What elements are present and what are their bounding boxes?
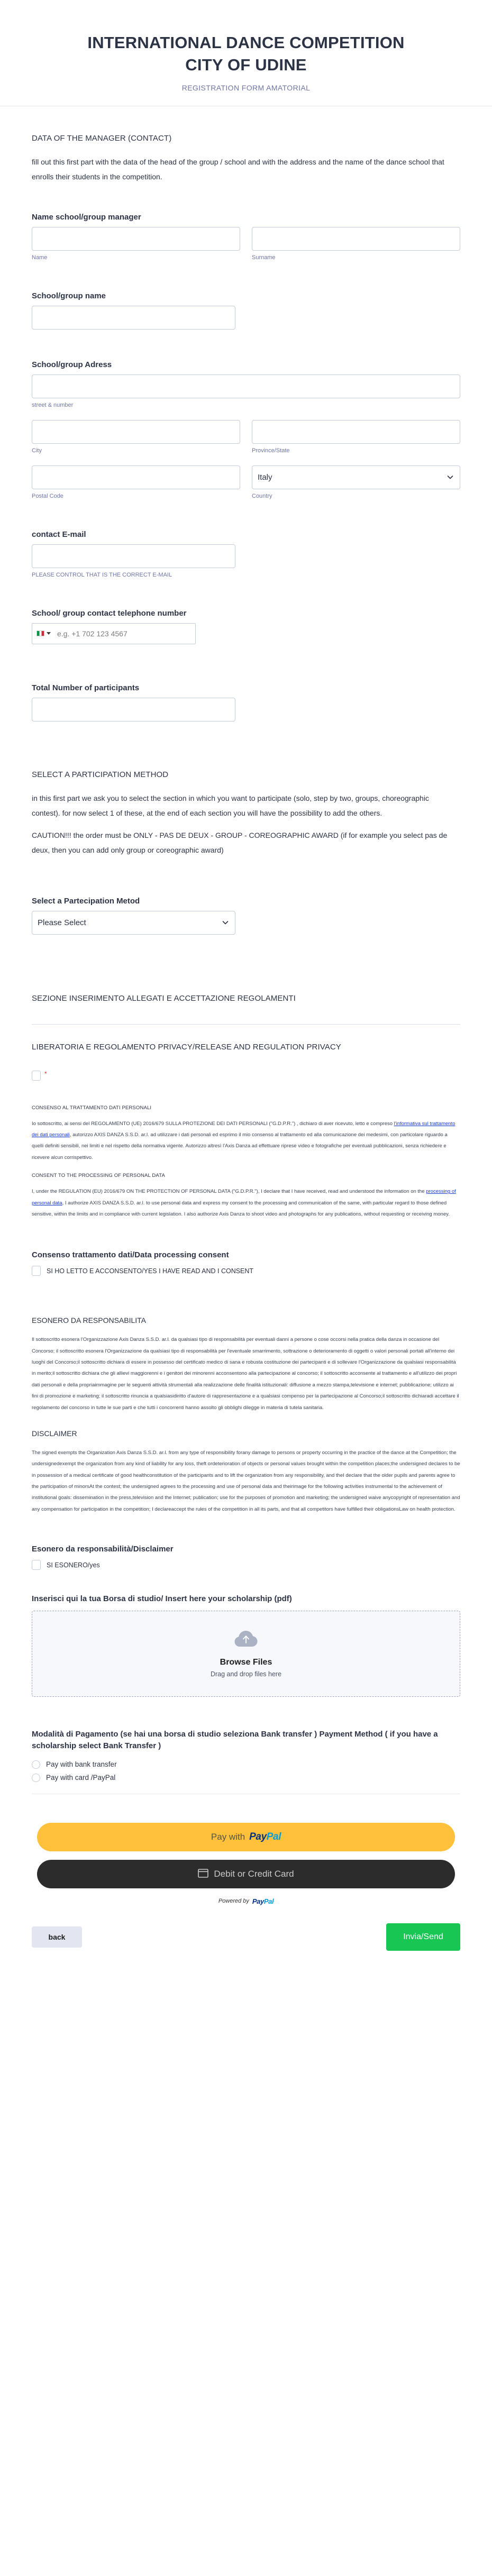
privacy-acknowledge-checkbox[interactable] [32, 1071, 41, 1081]
chevron-down-icon [222, 919, 229, 926]
field-disclaimer-consent [32, 1545, 460, 1570]
paypal-logo-small-pal: Pal [263, 1897, 274, 1905]
privacy-body-en [32, 1186, 460, 1220]
province-input[interactable] [252, 420, 460, 444]
street-input[interactable] [32, 374, 460, 398]
privacy-body-it-part2: , autorizzo AXIS DANZA S.S.D. ar.l. ad utilizzare i dati personali ed esprimo il mio consenso al trattamento ed alla comunicazione dei medesimi, con particolare riguardo a quelli definiti sensibili, nei limiti e nel rispetto della normativa vigente. Autorizzo altresì l'Axis Danza ad effettuare riprese video e fotografiche per eventuali pubblicazioni, senza richiedere e ricevere alcun corrispettivo. [32, 1132, 448, 1161]
phone-input-wrapper[interactable] [32, 623, 196, 644]
field-school-name [32, 291, 460, 330]
privacy-policy-link-it[interactable]: l'informativa sul trattamento dei dati personali [32, 1120, 455, 1138]
field-participation-method [32, 897, 460, 935]
contact-email-sublabel: PLEASE CONTROL THAT IS THE CORRECT E-MAIL [32, 571, 172, 578]
street-sublabel: street & number [32, 401, 74, 408]
country-sublabel: Country [252, 492, 272, 499]
field-data-processing-consent [32, 1250, 460, 1276]
payment-option-card-paypal-label: Pay with card /PayPal [46, 1774, 116, 1782]
field-manager-name [32, 213, 460, 261]
debit-credit-card-button[interactable] [37, 1860, 455, 1888]
privacy-section-heading: LIBERATORIA E REGOLAMENTO PRIVACY/RELEASE AND REGULATION PRIVACY [32, 1042, 341, 1052]
disclaimer-consent-label: Esonero da responsabilità/Disclaimer [32, 1545, 174, 1554]
paypal-logo-small [252, 1897, 274, 1905]
city-input[interactable] [32, 420, 240, 444]
privacy-body-it [32, 1118, 460, 1164]
payment-radio-card-paypal[interactable] [32, 1774, 40, 1782]
school-name-label: School/group name [32, 291, 106, 300]
field-payment-method [32, 1729, 460, 1782]
manager-surname-sublabel: Surname [252, 254, 276, 261]
participation-para-1: in this first part we ask you to select the section in which you want to participate (solo, step by two, groups, choreographic contest). for now select 1 of these, at the end of each section you will have the possibility to add the others. [32, 793, 429, 817]
data-processing-consent-row[interactable] [32, 1266, 460, 1276]
province-sublabel: Province/State [252, 447, 290, 454]
pay-with-paypal-button[interactable] [37, 1823, 455, 1851]
manager-name-label: Name school/group manager [32, 212, 141, 222]
school-name-input[interactable] [32, 306, 235, 330]
browse-files-button[interactable]: Browse Files [220, 1657, 272, 1667]
privacy-heading-it: CONSENSO AL TRATTAMENTO DATI PERSONALI [32, 1104, 152, 1111]
field-phone [32, 609, 460, 644]
participation-section-heading: SELECT A PARTICIPATION METHOD [32, 770, 169, 779]
credit-card-icon [198, 1869, 208, 1879]
disclaimer-heading-it: ESONERO DA RESPONSABILITA [32, 1316, 147, 1325]
field-contact-email [32, 530, 460, 578]
field-total-participants [32, 683, 460, 721]
data-processing-consent-text: SI HO LETTO E ACCONSENTO/YES I HAVE READ AND I CONSENT [47, 1267, 254, 1275]
data-processing-consent-checkbox[interactable] [32, 1266, 41, 1276]
data-processing-consent-label: Consenso trattamento dati/Data processing consent [32, 1250, 229, 1260]
participation-method-label: Select a Partecipation Metod [32, 896, 140, 906]
submit-button[interactable]: Invia/Send [386, 1923, 460, 1951]
disclaimer-consent-text: SI ESONERO/yes [47, 1561, 100, 1569]
privacy-heading-en: CONSENT TO THE PROCESSING OF PERSONAL DATA [32, 1173, 165, 1179]
participation-method-value: Please Select [38, 918, 86, 927]
manager-first-name-sublabel: Name [32, 254, 48, 261]
back-button[interactable]: back [32, 1926, 82, 1948]
page-subtitle: REGISTRATION FORM AMATORIAL [181, 83, 311, 92]
phone-label: School/ group contact telephone number [32, 608, 187, 618]
scholarship-dropzone[interactable] [32, 1611, 460, 1697]
country-select[interactable] [252, 465, 460, 489]
disclaimer-body-it: Il sottoscritto esonera l'Organizzazione Axis Danza S.S.D. ar.l. da qualsiasi tipo di responsabilità per eventuali danni a persone o cose occorsi nella pratica della danza in occasione del Concorso; il sottoscritto esonera l'Organizzazione da qualsiasi tipo di responsabilità per l'eventuale smarrimento, sottrazione o deterioramento di oggetti o valori personali portati all'interno dei luoghi del Concorso;il sottoscritto dichiara di essere in possesso del certificato medico di sana e robusta costituzione dei partecipanti e di sollevare l'Organizzazione da qualsiasi responsabilità in merito;il sottoscritto dichiara che gli allievi maggiorenni e i genitori dei minorenni acconsentono alla partecipazione al concorso; il sottoscritto acconsente al trattamento e all'utilizzo dei propri dati personali e della propriaimmagine per le seguenti attività strumentali alla realizzazione delle finalità istituzionali: diffusione a mezzo stampa,televisione e internet; pubblicazione; utilizzo ai fini di promozione e marketing; il sottoscritto rinuncia a qualsiasidiritto d'autore di rappresentazione e a qualsiasi compenso per la partecipazione al Concorso;il sottoscritto dichiaradi accettare il regolamento del concorso in tutte le sue parti e che tutti i concorrenti hanno assolto gli obblighi dilegge in materia di tutela sanitaria. [32, 1337, 459, 1411]
contact-email-input[interactable] [32, 544, 235, 568]
privacy-body-it-part1: Io sottoscritto, ai sensi del REGOLAMENTO (UE) 2016/679 SULLA PROTEZIONE DEI DATI PERSONALI ("G.D.P.R.") , dichiaro di aver ricevuto, letto e compreso [32, 1120, 394, 1127]
payment-option-bank-transfer[interactable] [32, 1760, 460, 1769]
powered-by-label: Powered by [218, 1898, 249, 1905]
total-participants-input[interactable] [32, 698, 235, 721]
privacy-body-en-part2: , I authorize AXIS DANZA S.S.D. ar.l. to use personal data and express my consent to the processing and communication of the same, with particular regard to those defined sensitive, within the limits and in compliance with current legislation. I also authorize Axis Danza to shoot video and photographs for any publications, without requesting or receiving money. [32, 1200, 450, 1217]
postal-code-input[interactable] [32, 465, 240, 489]
contact-email-label: contact E-mail [32, 529, 86, 539]
debit-credit-card-label: Debit or Credit Card [214, 1868, 294, 1879]
manager-section-intro: fill out this first part with the data of the head of the group / school and with the address and the name of the dance school that enrolls their students in the competition. [32, 157, 444, 181]
disclaimer-body-en: The signed exempts the Organization Axis Danza S.S.D. ar.l. from any type of responsibility forany damage to persons or property occurring in the practice of the dance at the Competition; the undersignedexempt the organization from any kind of liability for any loss, theft ordeterioration of objects or personal values brought within the competition places;the undersigned declares to be in possession of a medical certificate of good healthconstitution of the participants and to lift the organization from any responsibility, and theI declare that the older pupils and parents agree to the participation of minorsAt the contest; the undersigned agrees to the processing and use of personal data and theirimage for the following activities instrumental to the achievement of institutional goals: dissemination in the press,television and the Internet; publication; use for the purposes of promotion and marketing; the undersigned waive anycopyright of representation and any compensation for participation in the competition; I declareaccept the rules of the competition in all its parts, and that all competitors have fulfilled their obligationsLaw on health protection. [32, 1449, 460, 1512]
payment-option-card-paypal[interactable] [32, 1774, 460, 1782]
page-title-line1: INTERNATIONAL DANCE COMPETITION [87, 33, 405, 52]
postal-code-sublabel: Postal Code [32, 492, 63, 499]
paypal-button-block [0, 1805, 492, 1908]
powered-by-paypal [37, 1897, 455, 1905]
manager-first-name-input[interactable] [32, 227, 240, 251]
participation-method-select[interactable] [32, 911, 235, 935]
paypal-logo-small-pay: Pay [252, 1897, 264, 1905]
disclaimer-consent-row[interactable] [32, 1560, 460, 1570]
scholarship-upload-label: Inserisci qui la tua Borsa di studio/ Insert here your scholarship (pdf) [32, 1594, 292, 1604]
cloud-upload-icon [234, 1630, 258, 1651]
field-school-address [32, 360, 460, 499]
participation-para-2: CAUTION!!! the order must be ONLY - PAS DE DEUX - GROUP - COREOGRAPHIC AWARD (if for example you select pas de deux, then you can add only group or coreographic award) [32, 830, 448, 854]
form-footer [0, 1908, 492, 1970]
privacy-policy-link-en[interactable]: processing of personal data [32, 1189, 456, 1206]
city-sublabel: City [32, 447, 42, 454]
disclaimer-heading-en: DISCLAIMER [32, 1429, 77, 1438]
chevron-down-icon [447, 474, 453, 480]
phone-placeholder: e.g. +1 702 123 4567 [57, 629, 127, 638]
payment-method-question: Modalità di Pagamento (se hai una borsa di studio seleziona Bank transfer ) Payment Method ( if you have a scholarship select Bank Transfer ) [32, 1730, 438, 1750]
paypal-logo-pal: Pal [266, 1831, 281, 1842]
drag-drop-hint: Drag and drop files here [210, 1670, 282, 1678]
section-divider [32, 1024, 460, 1025]
privacy-acknowledge-row [32, 1071, 460, 1081]
country-select-value: Italy [258, 472, 272, 482]
school-address-label: School/group Adress [32, 360, 112, 369]
payment-option-bank-transfer-label: Pay with bank transfer [46, 1760, 117, 1769]
disclaimer-consent-checkbox[interactable] [32, 1560, 41, 1570]
page-title-line2: CITY OF UDINE [185, 55, 307, 74]
total-participants-label: Total Number of participants [32, 683, 140, 692]
form-body [0, 106, 492, 1805]
page-title [32, 32, 460, 76]
pay-with-paypal-label: Pay with [211, 1831, 245, 1842]
paypal-logo-pay: Pay [249, 1831, 267, 1842]
chevron-down-icon[interactable] [47, 632, 51, 635]
field-scholarship-upload [32, 1594, 460, 1697]
attachments-section-heading: SEZIONE INSERIMENTO ALLEGATI E ACCETTAZIONE REGOLAMENTI [32, 993, 296, 1003]
manager-section-heading: DATA OF THE MANAGER (CONTACT) [32, 133, 172, 143]
paypal-logo [249, 1831, 281, 1843]
required-asterisk: * [44, 1070, 47, 1077]
form-header [0, 0, 492, 106]
privacy-body-en-part1: I, under the REGULATION (EU) 2016/679 ON THE PROTECTION OF PERSONAL DATA ("G.D.P.R."), I declare that I have received, read and understood the information on the [32, 1189, 426, 1195]
italy-flag-icon [37, 631, 44, 636]
payment-radio-bank-transfer[interactable] [32, 1760, 40, 1769]
manager-surname-input[interactable] [252, 227, 460, 251]
